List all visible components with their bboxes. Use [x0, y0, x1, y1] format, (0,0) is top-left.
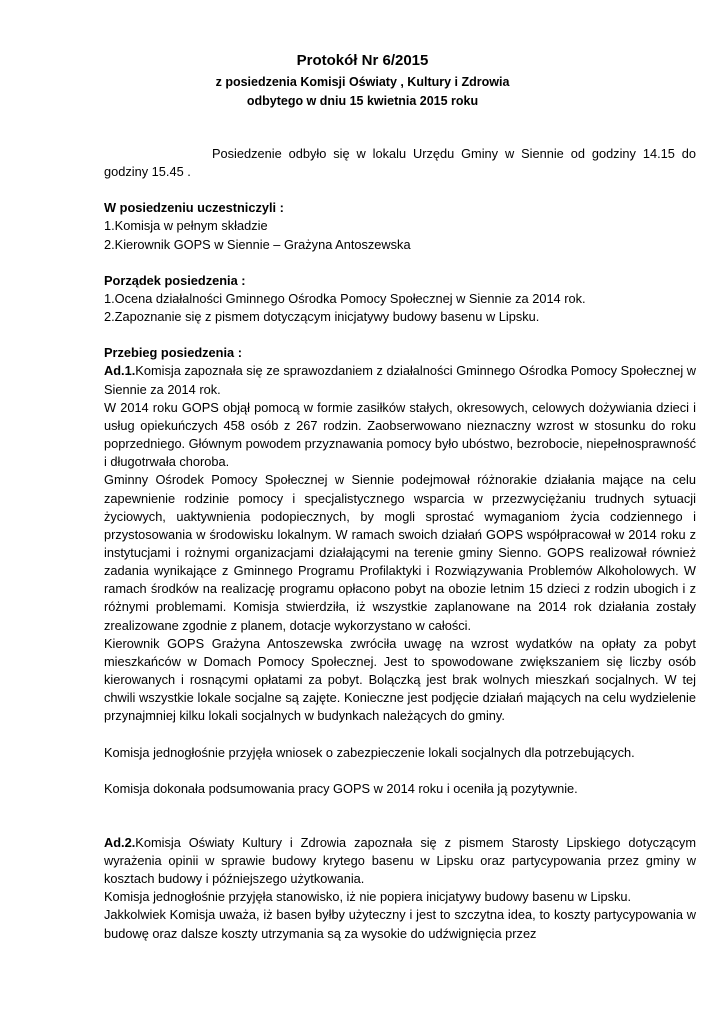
proceedings-heading: Przebieg posiedzenia : — [104, 345, 242, 361]
document-title: Protokół Nr 6/2015 — [296, 52, 429, 69]
document-subtitle: z posiedzenia Komisji Oświaty , Kultury i Zdrowia — [215, 75, 510, 89]
pool-position-paragraph: Komisja jednogłośnie przyjęła stanowisko, iż nie popiera inicjatywy budowy basenu w Lipsku. — [104, 889, 632, 905]
intro-paragraph: Posiedzenie odbyło się w lokalu Urzędu Gminy w Siennie od godziny 14.15 do godziny 15.45 . — [104, 146, 696, 180]
document-date-line: odbytego w dniu 15 kwietnia 2015 roku — [246, 94, 479, 108]
gops-activities-paragraph: Gminny Ośrodek Pomocy Społecznej w Siennie podejmował różnorakie działania mające na celu zapewnienie rodzinie pomocy i specjalistycznego wsparcia w przezwyciężaniu trudnych sytuacji życiowych, uaktywnienia podopiecznych, by mogli sprostać wymaganiom życia codziennego i przystosowania w środowisku lokalnym. W ramach swoich działań GOPS współpracował w 2014 roku z instytucjami i rożnymi organizacjami działającymi na terenie gminy Sienno. GOPS realizował również zadania wynikające z Gminnego Programu Profilaktyki i Rozwiązywania Problemów Alkoholowych. W ramach środków na realizację programu opłacono pobyt na obozie letnim 15 dzieci z rodzin ubogich i z różnymi problemami. Komisja stwierdziła, iż wszystkie zaplanowane na 2014 rok działania zostały zrealizowane zgodnie z planem, dotacje wykorzystano w całości. — [104, 472, 696, 633]
resolution-paragraph: Komisja jednogłośnie przyjęła wniosek o zabezpieczenie lokali socjalnych dla potrzebujących. — [104, 744, 635, 760]
document-body — [104, 145, 696, 943]
attendee-item: 2.Kierownik GOPS w Siennie – Grażyna Antoszewska — [104, 236, 411, 252]
ad2-label: Ad.2. — [104, 834, 136, 850]
summary-paragraph: Komisja dokonała podsumowania pracy GOPS w 2014 roku i oceniła ją pozytywnie. — [104, 780, 578, 796]
attendees-heading: W posiedzeniu uczestniczyli : — [104, 200, 284, 216]
ad1-text: Komisja zapoznała się ze sprawozdaniem z działalności Gminnego Ośrodka Pomocy Społecznej w Siennie za 2014 rok. — [104, 363, 696, 397]
pool-justification-paragraph: Jakkolwiek Komisja uważa, iż basen byłby użyteczny i jest to szczytna idea, to koszty partycypowania w budowę oraz dalsze koszty utrzymania są za wysokie do udźwignięcia przez — [104, 907, 696, 941]
ad2-paragraph — [104, 834, 696, 888]
ad1-paragraph — [104, 362, 696, 398]
ad1-label: Ad.1. — [104, 363, 136, 379]
agenda-heading: Porządek posiedzenia : — [104, 272, 246, 288]
attendee-item: 1.Komisja w pełnym składzie — [104, 218, 268, 234]
ad2-text: Komisja Oświaty Kultury i Zdrowia zapoznała się z pismem Starosty Lipskiego dotyczącym wyrażenia opinii w sprawie budowy krytego basenu w Lipsku oraz partycypowania przez gminy w kosztach budowy i późniejszego użytkowania. — [104, 834, 696, 887]
gops-statistics-paragraph: W 2014 roku GOPS objął pomocą w formie zasiłków stałych, okresowych, celowych dożywiania dzieci i usług opiekuńczych 458 osób z 267 rodzin. Zaobserwowano nieznaczny wzrost w stosunku do roku poprzedniego. Głównym powodem przyznawania pomocy było ubóstwo, bezrobocie, niepełnosprawność i długotrwała choroba. — [104, 399, 696, 470]
kierownik-remarks-paragraph: Kierownik GOPS Grażyna Antoszewska zwróciła uwagę na wzrost wydatków na opłaty za pobyt mieszkańców w Domach Pomocy Społecznej. Jest to spowodowane zwiększaniem się liczby osób kierowanych i rosnącymi opłatami za pobyt. Bolączką jest brak wolnych mieszkań socjalnych. W tej chwili wszystkie lokale socjalne są zajęte. Konieczne jest podjęcie działań mających na celu wydzielenie przynajmniej kilku lokali socjalnych w budynkach należących do gminy. — [104, 635, 696, 724]
agenda-item: 1.Ocena działalności Gminnego Ośrodka Pomocy Społecznej w Siennie za 2014 rok. — [104, 290, 586, 306]
agenda-item: 2.Zapoznanie się z pismem dotyczącym inicjatywy budowy basenu w Lipsku. — [104, 309, 540, 325]
